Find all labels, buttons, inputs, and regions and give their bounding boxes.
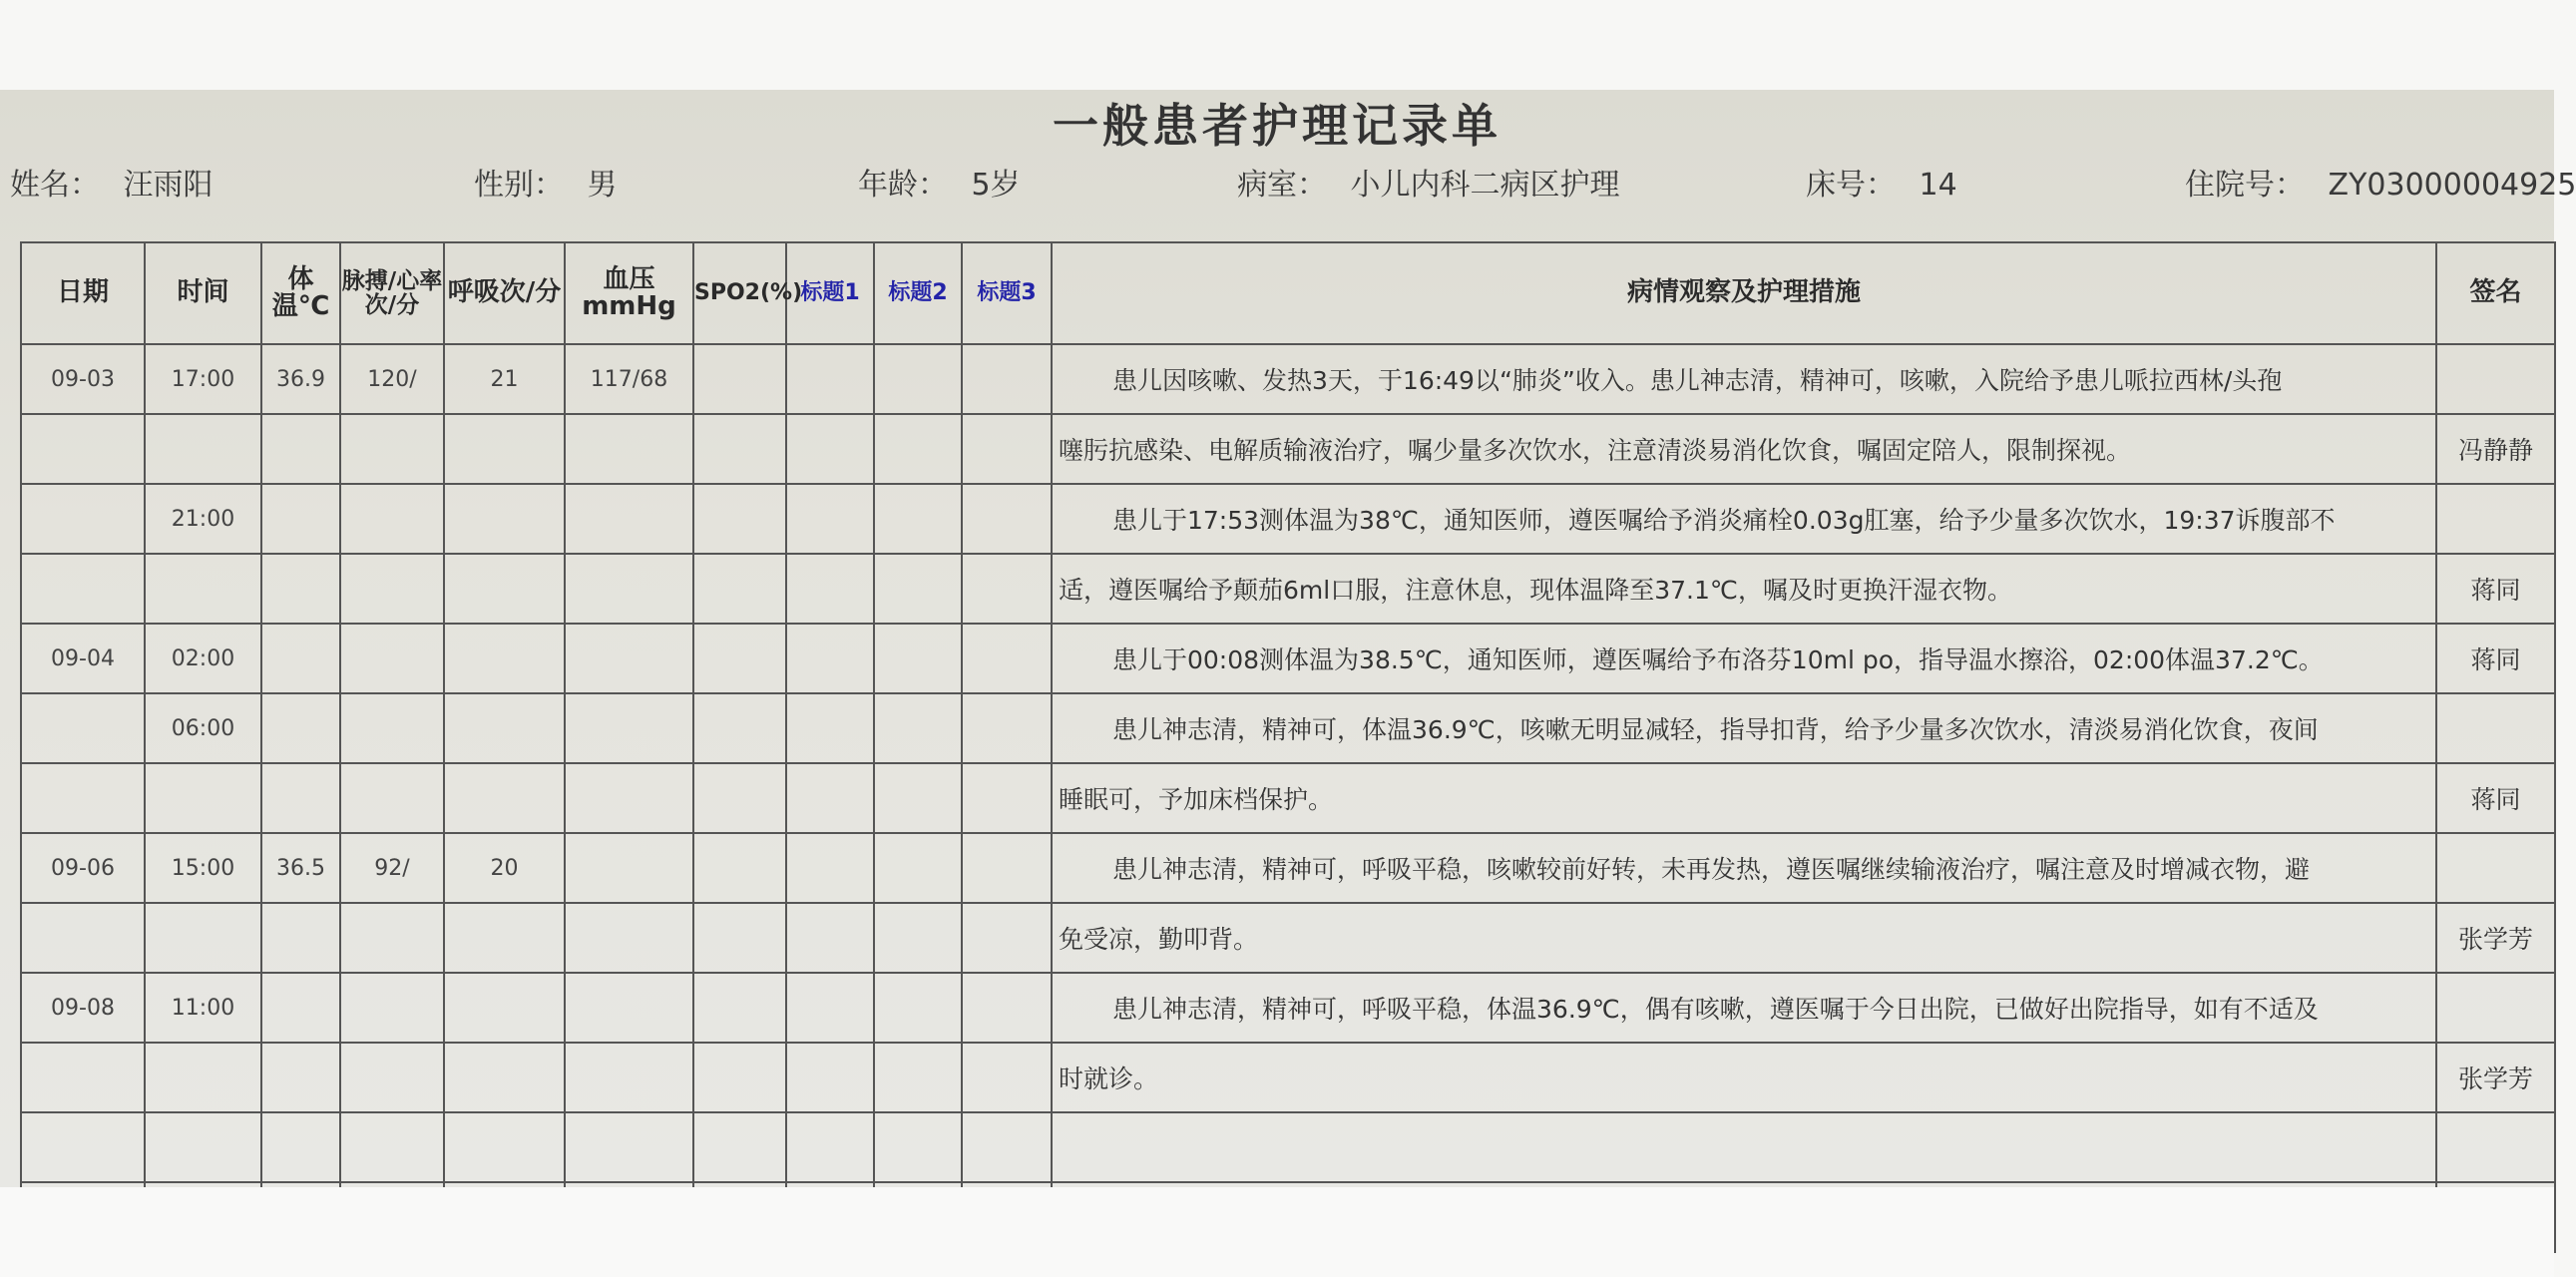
cell-date: 09-08 [21,973,145,1043]
table-row [21,414,2555,484]
patient-info [10,160,2576,210]
cell-resp [444,1043,565,1112]
photo-margin [0,1187,2554,1277]
col-bp: 血压mmHg [565,242,693,344]
cell-empty [693,973,786,1043]
cell-time: 15:00 [145,833,261,903]
cell-empty [874,414,962,484]
admission-field [2185,160,2576,204]
age-label: 年龄： [858,168,948,203]
cell-empty [962,484,1052,554]
cell-empty [874,484,962,554]
cell-pulse [340,903,444,973]
gender-label: 性别： [474,168,564,203]
cell-sign [2436,833,2555,903]
col-title2: 标题2 [874,242,962,344]
cell-time [145,1043,261,1112]
name-field [10,160,214,204]
cell-pulse [340,554,444,624]
nursing-record-sheet [0,90,2576,1187]
cell-empty [786,344,874,414]
cell-sign [2436,484,2555,554]
cell-empty [693,903,786,973]
cell-empty [693,344,786,414]
cell-bp [565,973,693,1043]
cell-resp [444,693,565,763]
cell-bp [565,693,693,763]
cell-pulse [340,1112,444,1182]
cell-bp [565,1112,693,1182]
cell-time [145,554,261,624]
cell-resp [444,763,565,833]
cell-empty [874,973,962,1043]
cell-sign [2436,693,2555,763]
cell-date: 09-03 [21,344,145,414]
cell-temp [261,484,340,554]
ward-value: 小儿内科二病区护理 [1350,168,1620,203]
col-title1: 标题1 [786,242,874,344]
col-notes: 病情观察及护理措施 [1052,242,2436,344]
cell-sign [2436,1112,2555,1182]
cell-empty [962,693,1052,763]
cell-text [1052,1112,2436,1182]
cell-time: 21:00 [145,484,261,554]
cell-time [145,414,261,484]
table-row [21,693,2555,763]
cell-bp [565,624,693,693]
cell-date [21,693,145,763]
cell-bp [565,833,693,903]
col-date: 日期 [21,242,145,344]
cell-text: 患儿神志清，精神可，呼吸平稳，体温36.9℃，偶有咳嗽，遵医嘱于今日出院，已做好出院指导，如有不适及 [1052,973,2436,1043]
col-title3: 标题3 [962,242,1052,344]
cell-bp [565,1043,693,1112]
cell-empty [786,973,874,1043]
cell-time: 11:00 [145,973,261,1043]
cell-empty [786,1112,874,1182]
table-row [21,1043,2555,1112]
cell-pulse [340,624,444,693]
cell-resp: 20 [444,833,565,903]
cell-empty [786,484,874,554]
cell-empty [786,693,874,763]
cell-time [145,1112,261,1182]
name-label: 姓名： [10,168,100,203]
cell-date [21,1043,145,1112]
cell-sign: 张学芳 [2436,1043,2555,1112]
col-resp: 呼吸次/分 [444,242,565,344]
cell-temp [261,1112,340,1182]
cell-resp: 21 [444,344,565,414]
cell-sign: 张学芳 [2436,903,2555,973]
table-row [21,554,2555,624]
cell-pulse [340,973,444,1043]
cell-text: 睡眠可，予加床档保护。 [1052,763,2436,833]
cell-date [21,903,145,973]
bed-value: 14 [1919,168,1957,203]
table-row [21,624,2555,693]
cell-date [21,414,145,484]
cell-sign: 蒋同 [2436,554,2555,624]
cell-bp [565,554,693,624]
table-row [21,763,2555,833]
cell-empty [786,554,874,624]
cell-sign: 冯静静 [2436,414,2555,484]
cell-empty [693,763,786,833]
table-row [21,1112,2555,1182]
cell-date: 09-04 [21,624,145,693]
cell-temp: 36.5 [261,833,340,903]
cell-empty [693,554,786,624]
cell-temp [261,554,340,624]
cell-text: 患儿于17:53测体温为38℃，通知医师，遵医嘱给予消炎痛栓0.03g肛塞，给予少量多次饮水，19:37诉腹部不 [1052,484,2436,554]
cell-empty [786,833,874,903]
cell-temp [261,973,340,1043]
cell-empty [962,414,1052,484]
table-row [21,903,2555,973]
cell-empty [786,903,874,973]
cell-empty [693,1043,786,1112]
cell-pulse [340,1043,444,1112]
cell-time [145,763,261,833]
cell-text: 患儿神志清，精神可，呼吸平稳，咳嗽较前好转，未再发热，遵医嘱继续输液治疗，嘱注意及时增减衣物，避 [1052,833,2436,903]
cell-time [145,903,261,973]
cell-sign: 蒋同 [2436,763,2555,833]
col-sign: 签名 [2436,242,2555,344]
cell-bp [565,763,693,833]
cell-pulse [340,763,444,833]
cell-empty [693,1112,786,1182]
table-row [21,344,2555,414]
cell-empty [874,554,962,624]
cell-empty [874,833,962,903]
cell-empty [874,344,962,414]
table-row [21,973,2555,1043]
cell-time: 17:00 [145,344,261,414]
cell-resp [444,554,565,624]
ward-field [1237,160,1620,204]
cell-date [21,763,145,833]
ward-label: 病室： [1237,168,1327,203]
cell-empty [786,1043,874,1112]
cell-empty [874,693,962,763]
cell-empty [962,344,1052,414]
cell-sign [2436,344,2555,414]
bed-field [1806,160,1957,204]
cell-empty [874,763,962,833]
cell-empty [693,833,786,903]
cell-temp [261,903,340,973]
cell-text: 时就诊。 [1052,1043,2436,1112]
cell-pulse [340,693,444,763]
cell-temp: 36.9 [261,344,340,414]
cell-resp [444,973,565,1043]
gender-field [474,160,618,204]
cell-empty [874,624,962,693]
cell-date [21,1112,145,1182]
cell-empty [693,484,786,554]
cell-empty [874,903,962,973]
age-field [858,160,1021,204]
cell-empty [786,763,874,833]
cell-time: 06:00 [145,693,261,763]
age-value: 5岁 [971,168,1021,203]
cell-temp [261,1043,340,1112]
cell-text: 噻肟抗感染、电解质输液治疗，嘱少量多次饮水，注意清淡易消化饮食，嘱固定陪人，限制探视。 [1052,414,2436,484]
cell-empty [693,414,786,484]
page-title: 一般患者护理记录单 [1053,99,1502,153]
cell-sign: 蒋同 [2436,624,2555,693]
col-temp: 体温℃ [261,242,340,344]
cell-text: 免受凉，勤叩背。 [1052,903,2436,973]
cell-pulse [340,414,444,484]
cell-date: 09-06 [21,833,145,903]
cell-sign [2436,973,2555,1043]
cell-text: 患儿因咳嗽、发热3天，于16:49以“肺炎”收入。患儿神志清，精神可，咳嗽，入院给予患儿哌拉西林/头孢 [1052,344,2436,414]
bed-label: 床号： [1806,168,1896,203]
cell-text: 患儿神志清，精神可，体温36.9℃，咳嗽无明显减轻，指导扣背，给予少量多次饮水，清淡易消化饮食，夜间 [1052,693,2436,763]
cell-empty [962,1043,1052,1112]
cell-date [21,484,145,554]
cell-text: 患儿于00:08测体温为38.5℃，通知医师，遵医嘱给予布洛芬10ml po，指导温水擦浴，02:00体温37.2℃。 [1052,624,2436,693]
cell-empty [786,414,874,484]
cell-empty [962,833,1052,903]
col-time: 时间 [145,242,261,344]
cell-empty [962,1112,1052,1182]
cell-text: 适，遵医嘱给予颠茄6ml口服，注意休息，现体温降至37.1℃，嘱及时更换汗湿衣物。 [1052,554,2436,624]
cell-empty [874,1043,962,1112]
cell-resp [444,414,565,484]
cell-empty [874,1112,962,1182]
cell-empty [786,624,874,693]
cell-empty [693,693,786,763]
cell-pulse [340,484,444,554]
cell-temp [261,763,340,833]
cell-pulse: 92/ [340,833,444,903]
table-row [21,833,2555,903]
cell-bp [565,484,693,554]
cell-bp: 117/68 [565,344,693,414]
header-row [21,242,2555,344]
cell-resp [444,484,565,554]
cell-resp [444,1112,565,1182]
cell-empty [962,624,1052,693]
cell-bp [565,414,693,484]
cell-bp [565,903,693,973]
cell-temp [261,693,340,763]
cell-empty [962,903,1052,973]
cell-resp [444,903,565,973]
table-row [21,484,2555,554]
cell-temp [261,624,340,693]
cell-time: 02:00 [145,624,261,693]
admission-value: ZY03000004925 [2328,168,2576,203]
cell-empty [962,554,1052,624]
cell-temp [261,414,340,484]
cell-empty [693,624,786,693]
record-table [20,241,2556,1253]
name-value: 汪雨阳 [123,168,214,203]
gender-value: 男 [587,168,618,203]
cell-date [21,554,145,624]
cell-pulse: 120/ [340,344,444,414]
col-spo2: SPO2(%) [693,242,786,344]
admission-label: 住院号： [2185,168,2305,203]
col-pulse: 脉搏/心率次/分 [340,242,444,344]
cell-empty [962,973,1052,1043]
cell-empty [962,763,1052,833]
cell-resp [444,624,565,693]
